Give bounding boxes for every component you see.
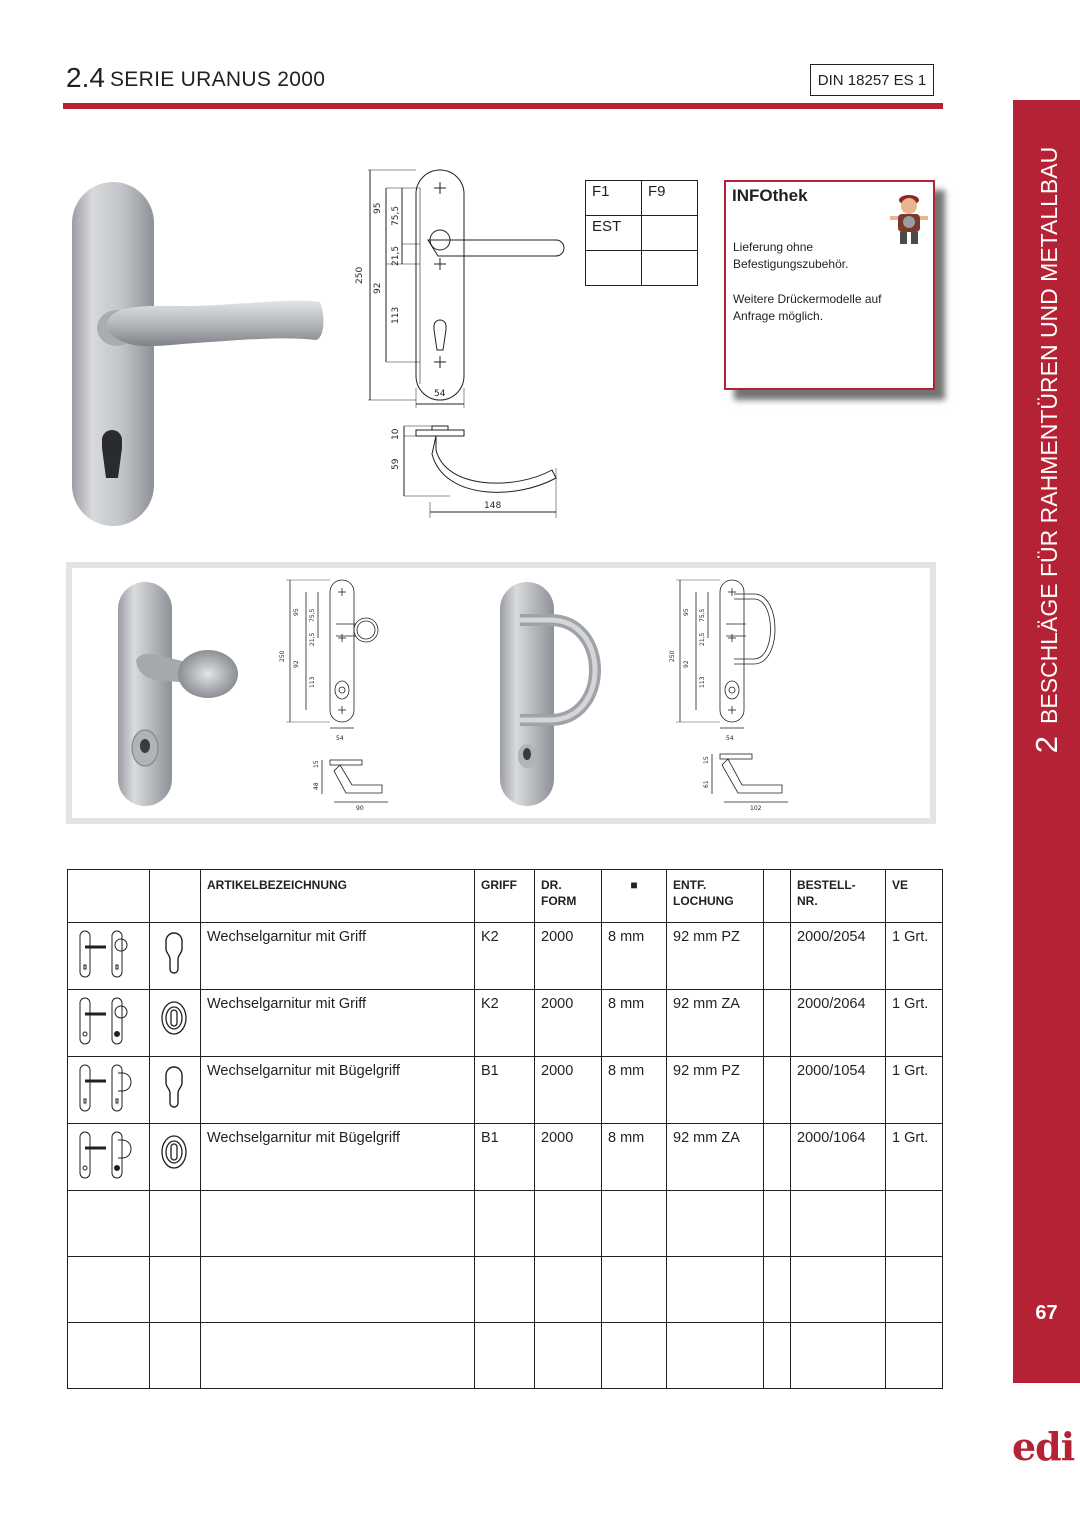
dim-59: 59 — [391, 458, 401, 470]
square-value: 8 mm — [602, 1057, 667, 1124]
dim-21-5: 21,5 — [391, 245, 401, 266]
empty-cell — [602, 1257, 667, 1323]
blank-cell — [764, 923, 791, 990]
empty-cell — [791, 1191, 886, 1257]
ve-value: 1 Grt. — [886, 923, 943, 990]
empty-cell — [667, 1191, 764, 1257]
finish-cell: F1 — [586, 181, 642, 216]
griff-value: K2 — [475, 990, 535, 1057]
dim-90: 90 — [356, 805, 364, 812]
empty-cell — [475, 1191, 535, 1257]
article-name: Wechselgarnitur mit Griff — [201, 923, 475, 990]
product-photo-knob — [108, 578, 248, 810]
empty-cell — [201, 1191, 475, 1257]
order-number: 2000/1064 — [791, 1124, 886, 1191]
lochung-value: 92 mm ZA — [667, 1124, 764, 1191]
dim-54: 54 — [434, 389, 446, 399]
order-number: 2000/1054 — [791, 1057, 886, 1124]
empty-cell — [201, 1257, 475, 1323]
header-rule — [63, 103, 943, 109]
square-value: 8 mm — [602, 923, 667, 990]
dim-54: 54 — [726, 735, 734, 742]
finish-cell — [642, 216, 698, 251]
pz-cylinder-icon — [150, 923, 201, 990]
edi-logo: edi — [1012, 1424, 1075, 1469]
empty-cell — [602, 1191, 667, 1257]
article-name: Wechselgarnitur mit Bügelgriff — [201, 1124, 475, 1191]
dim-95: 95 — [373, 202, 383, 214]
empty-cell — [201, 1323, 475, 1389]
empty-table-row — [68, 1191, 943, 1257]
dim-75-5: 75,5 — [699, 608, 706, 622]
empty-cell — [667, 1257, 764, 1323]
col-header-artikel: ARTIKELBEZEICHNUNG — [201, 870, 475, 923]
form-value: 2000 — [535, 1124, 602, 1191]
empty-cell — [602, 1323, 667, 1389]
page-title: SERIE URANUS 2000 — [110, 68, 326, 91]
col-header-bestellnr: BESTELL- NR. — [791, 870, 886, 923]
dim-95: 95 — [683, 608, 690, 616]
dim-102: 102 — [750, 805, 762, 812]
empty-cell — [886, 1257, 943, 1323]
table-row — [68, 990, 943, 1057]
dim-21-5: 21,5 — [699, 632, 706, 646]
order-number: 2000/2054 — [791, 923, 886, 990]
pz-cylinder-icon — [150, 1057, 201, 1124]
lochung-value: 92 mm PZ — [667, 923, 764, 990]
empty-cell — [764, 1257, 791, 1323]
infothek-box — [724, 180, 935, 390]
empty-cell — [886, 1191, 943, 1257]
ve-value: 1 Grt. — [886, 990, 943, 1057]
dim-61: 61 — [703, 780, 710, 788]
mascot-icon — [886, 186, 932, 248]
product-table — [67, 869, 943, 1389]
dim-54: 54 — [336, 735, 344, 742]
empty-cell — [764, 1191, 791, 1257]
table-row — [68, 1124, 943, 1191]
empty-cell — [68, 1257, 150, 1323]
dim-250: 250 — [279, 650, 286, 662]
ve-value: 1 Grt. — [886, 1057, 943, 1124]
technical-drawing-bow — [662, 574, 802, 814]
dim-10: 10 — [391, 428, 401, 440]
order-number: 2000/2064 — [791, 990, 886, 1057]
product-photo-lever — [62, 178, 332, 538]
lochung-value: 92 mm PZ — [667, 1057, 764, 1124]
blank-cell — [764, 990, 791, 1057]
square-value: 8 mm — [602, 1124, 667, 1191]
handle-variant-icon — [68, 1057, 150, 1124]
dim-113: 113 — [391, 306, 401, 324]
din-norm-badge: DIN 18257 ES 1 — [810, 64, 934, 96]
chapter-title: BESCHLÄGE FÜR RAHMENTÜREN UND METALLBAU — [1035, 146, 1062, 724]
col-header — [764, 870, 791, 923]
empty-table-row — [68, 1257, 943, 1323]
empty-cell — [667, 1323, 764, 1389]
chapter-label — [1013, 100, 1080, 800]
empty-cell — [535, 1191, 602, 1257]
empty-cell — [475, 1257, 535, 1323]
col-header — [150, 870, 201, 923]
infothek-text-1: Lieferung ohne Befestigungszubehör. — [733, 240, 849, 271]
infothek-title: INFOthek — [732, 186, 808, 205]
dim-148: 148 — [484, 501, 502, 511]
col-header-square: ■ — [602, 870, 667, 923]
empty-cell — [150, 1191, 201, 1257]
col-header-lochung: ENTF. LOCHUNG — [667, 870, 764, 923]
finish-cell — [642, 251, 698, 286]
variants-panel — [66, 562, 936, 824]
lochung-value: 92 mm ZA — [667, 990, 764, 1057]
za-cylinder-icon — [150, 990, 201, 1057]
dim-15: 15 — [313, 760, 320, 768]
dim-75-5: 75,5 — [391, 205, 401, 226]
dim-250: 250 — [355, 266, 365, 284]
handle-variant-icon — [68, 1124, 150, 1191]
technical-drawing-knob — [272, 574, 412, 814]
dim-95: 95 — [293, 608, 300, 616]
empty-table-row — [68, 1323, 943, 1389]
finish-cell: EST — [586, 216, 642, 251]
dim-48: 48 — [313, 782, 320, 790]
table-header-row — [68, 870, 943, 923]
griff-value: K2 — [475, 923, 535, 990]
col-header-griff: GRIFF — [475, 870, 535, 923]
za-cylinder-icon — [150, 1124, 201, 1191]
chapter-number: 2 — [1028, 735, 1064, 754]
infothek-text-2: Weitere Drückermodelle auf Anfrage möglich. — [733, 292, 882, 323]
dim-250: 250 — [669, 650, 676, 662]
dim-92: 92 — [293, 660, 300, 668]
empty-cell — [150, 1257, 201, 1323]
griff-value: B1 — [475, 1057, 535, 1124]
col-header — [68, 870, 150, 923]
technical-drawing-lever — [350, 162, 580, 522]
blank-cell — [764, 1057, 791, 1124]
finish-cell — [586, 251, 642, 286]
ve-value: 1 Grt. — [886, 1124, 943, 1191]
empty-cell — [886, 1323, 943, 1389]
empty-cell — [150, 1323, 201, 1389]
blank-cell — [764, 1124, 791, 1191]
table-row — [68, 1057, 943, 1124]
col-header-form: DR. FORM — [535, 870, 602, 923]
table-row — [68, 923, 943, 990]
form-value: 2000 — [535, 923, 602, 990]
finish-table — [585, 180, 698, 286]
dim-75-5: 75,5 — [309, 608, 316, 622]
form-value: 2000 — [535, 1057, 602, 1124]
dim-21-5: 21,5 — [309, 632, 316, 646]
finish-cell: F9 — [642, 181, 698, 216]
dim-15: 15 — [703, 756, 710, 764]
dim-92: 92 — [373, 282, 383, 294]
empty-cell — [68, 1191, 150, 1257]
section-number: 2.4 — [66, 62, 105, 93]
product-photo-bow — [490, 578, 620, 810]
form-value: 2000 — [535, 990, 602, 1057]
col-header-ve: VE — [886, 870, 943, 923]
empty-cell — [791, 1257, 886, 1323]
empty-cell — [764, 1323, 791, 1389]
handle-variant-icon — [68, 990, 150, 1057]
handle-variant-icon — [68, 923, 150, 990]
article-name: Wechselgarnitur mit Bügelgriff — [201, 1057, 475, 1124]
article-name: Wechselgarnitur mit Griff — [201, 990, 475, 1057]
dim-113: 113 — [309, 676, 316, 688]
dim-113: 113 — [699, 676, 706, 688]
empty-cell — [791, 1323, 886, 1389]
empty-cell — [535, 1257, 602, 1323]
griff-value: B1 — [475, 1124, 535, 1191]
empty-cell — [475, 1323, 535, 1389]
page-number: 67 — [1035, 1302, 1058, 1324]
empty-cell — [535, 1323, 602, 1389]
dim-92: 92 — [683, 660, 690, 668]
square-value: 8 mm — [602, 990, 667, 1057]
empty-cell — [68, 1323, 150, 1389]
